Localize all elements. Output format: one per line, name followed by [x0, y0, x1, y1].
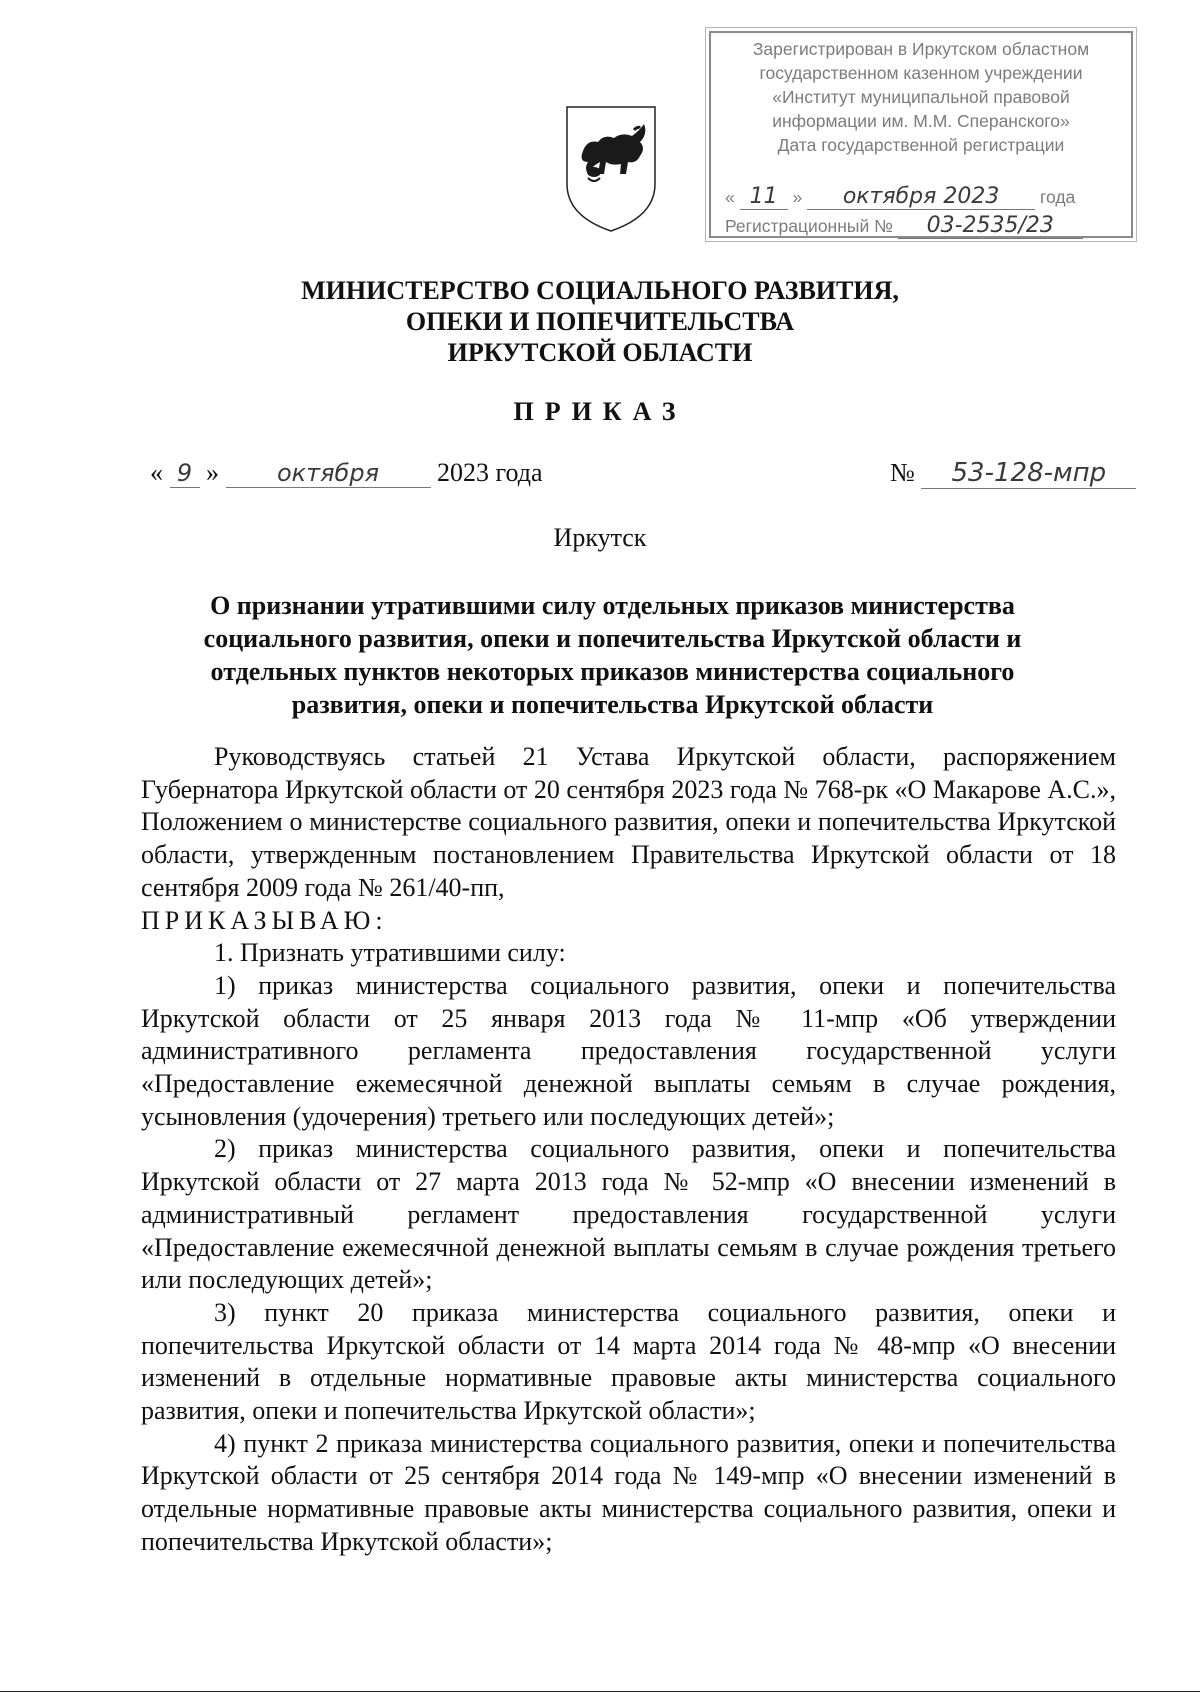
stamp-reg-number: 03-2535/23 [898, 214, 1083, 239]
order-word: ПРИКАЗЫВАЮ: [141, 905, 388, 935]
preamble-paragraph: Руководствуясь статьей 21 Устава Иркутской области, распоряжением Губернатора Иркутской области от 20 сентября 2023 года № 768-рк «О Макарове А.С.», Положением о министерстве социального развития, опеки и попечительства Иркутской области, утвержденным постановлением Правительства Иркутской области от 18 сентября 2009 года № 261/40-пп, [141, 742, 1116, 902]
ministry-name-line-3: ИРКУТСКОЙ ОБЛАСТИ [447, 338, 753, 367]
stamp-registration-date [725, 185, 1075, 210]
document-body [141, 741, 1116, 1559]
stamp-date-day: 11 [740, 185, 788, 210]
number-prefix: № [890, 458, 915, 487]
stamp-reg-label: Регистрационный № [725, 216, 893, 236]
ministry-name-line-1: МИНИСТЕРСТВО СОЦИАЛЬНОГО РАЗВИТИЯ, [301, 276, 899, 305]
date-day: 9 [170, 459, 200, 488]
stamp-line-1: Зарегистрирован в Иркутском областном [752, 39, 1090, 59]
sub-item-3: 3) пункт 20 приказа министерства социального развития, опеки и попечительства Иркутской области от 14 марта 2014 года № 48-мпр «О внесении изменений в отдельные нормативные правовые акты министерства социального развития, опеки и попечительства Иркутской области»; [141, 1297, 1116, 1426]
stamp-line-4: информации им. М.М. Сперанского» [772, 111, 1070, 131]
number-value: 53-128-мпр [921, 458, 1136, 489]
order-date [150, 458, 543, 488]
irkutsk-coat-of-arms-icon [564, 104, 658, 234]
date-open-quote: « [150, 458, 163, 487]
stamp-date-suffix: года [1039, 187, 1076, 207]
date-close-quote: » [206, 458, 219, 487]
stamp-line-3: «Институт муниципальной правовой [772, 87, 1070, 107]
date-year: 2023 года [437, 458, 543, 487]
ministry-name-line-2: ОПЕКИ И ПОПЕЧИТЕЛЬСТВА [405, 307, 795, 336]
sub-item-4: 4) пункт 2 приказа министерства социального развития, опеки и попечительства Иркутской области от 25 сентября 2014 года № 149-мпр «О внесении изменений в отдельные нормативные правовые акты министерства социального развития, опеки и попечительства Иркутской области»; [141, 1428, 1116, 1556]
stamp-line-5: Дата государственной регистрации [777, 135, 1065, 155]
city: Иркутск [553, 523, 647, 552]
order-label: ПРИКАЗ [513, 397, 687, 426]
stamp-date-open-quote: « [725, 187, 735, 207]
sub-item-2: 2) приказ министерства социального развития, опеки и попечительства Иркутской области от 27 марта 2013 года № 52-мпр «О внесении изменений в административный регламент предоставления государственной услуги «Предоставление ежемесячной денежной выплаты семьям в случае рождения третьего или последующих детей»; [141, 1134, 1116, 1295]
stamp-line-2: государственном казенном учреждении [759, 63, 1083, 83]
item-1: 1. Признать утратившими силу: [214, 938, 566, 968]
document-title: О признании утратившими силу отдельных приказов министерства социального развития, опеки и попечительства Иркутской области и отдельных пунктов некоторых приказов министерства социального развития, опеки и попечительства Иркутской области [203, 591, 1022, 719]
sub-item-1: 1) приказ министерства социального развития, опеки и попечительства Иркутской области от 25 января 2013 года № 11-мпр «Об утверждении административного регламента предоставления государственной услуги «Предоставление ежемесячной денежной выплаты семьям в случае рождения, усыновления (удочерения) третьего или последующих детей»; [141, 970, 1116, 1131]
order-number [890, 458, 1136, 489]
date-month: октября [226, 459, 431, 488]
stamp-date-month-year: октября 2023 [807, 185, 1035, 210]
stamp-date-close-quote: » [792, 187, 803, 207]
page-bottom-rule [0, 1691, 1200, 1692]
registration-stamp [709, 31, 1133, 238]
stamp-registration-number-line [725, 214, 1083, 239]
